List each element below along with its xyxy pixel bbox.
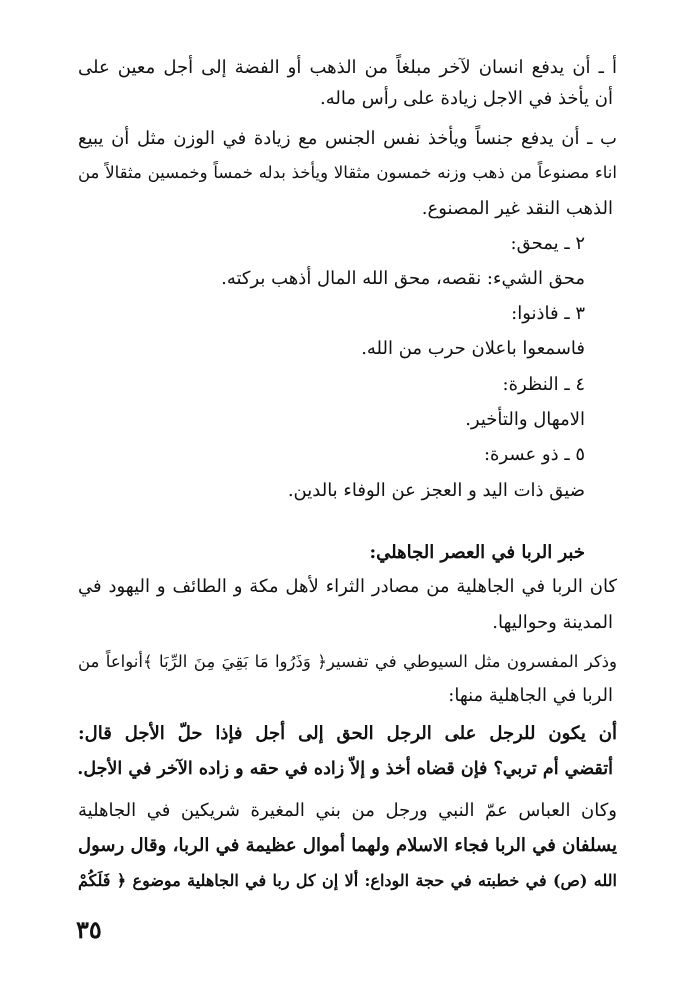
text-line: ٣ ـ فاذنوا: [511, 303, 585, 324]
text-line: وكان العباس عمّ النبي ورجل من بني المغيرة شريكين في الجاهلية [78, 800, 617, 821]
text-line: فاسمعوا باعلان حرب من الله. [361, 338, 585, 359]
text-line: يسلفان في الربا فجاء الاسلام ولهما أموال عظيمة في الربا، وقال رسول [78, 835, 617, 856]
text-line: محق الشيء: نقصه، محق الله المال أذهب بركته. [221, 268, 585, 289]
text-line: كان الربا في الجاهلية من مصادر الثراء لأهل مكة و الطائف و اليهود في [78, 576, 617, 597]
text-line: وذكر المفسرون مثل السيوطي في تفسير﴿ وَذَرُوا مَا بَقِيَ مِنَ الرِّبَا ﴾أنواعاً من [78, 652, 617, 671]
text-line: الربا في الجاهلية منها: [448, 685, 613, 706]
section-heading: خبر الربا في العصر الجاهلي: [369, 542, 585, 563]
text-line: الله (ص) في خطبته في حجة الوداع: ألا إن كل ربا في الجاهلية موضوع ﴿ فَلَكُمْ [78, 871, 617, 890]
text-line: ب ـ أن يدفع جنساً ويأخذ نفس الجنس مع زيادة في الوزن مثل أن يبيع [78, 128, 617, 149]
text-line: اناء مصنوعاً من ذهب وزنه خمسون مثقالا ويأخذ بدله خمساً وخمسين مثقالاً من [78, 163, 617, 182]
text-line: أن يكون للرجل على الرجل الحق إلى أجل فإذا حلّ الأجل قال: [78, 723, 617, 744]
text-line: ضيق ذات اليد و العجز عن الوفاء بالدين. [287, 480, 585, 501]
text-line: ٢ ـ يمحق: [510, 233, 585, 254]
text-line: المدينة وحواليها. [492, 612, 613, 633]
text-line: ٤ ـ النظرة: [502, 374, 585, 395]
text-line: الذهب النقد غير المصنوع. [421, 198, 613, 219]
page-number: ٣٥ [76, 915, 102, 944]
text-line: أن يأخذ في الاجل زيادة على رأس ماله. [320, 88, 613, 109]
text-line: الامهال والتأخير. [465, 409, 585, 430]
text-line: ٥ ـ ذو عسرة: [483, 444, 585, 465]
text-line: أتقضي أم تربي؟ فإن قضاه أخذ و إلاّ زاده في حقه و زاده الآخر في الأجل. [77, 759, 613, 779]
text-line: أ ـ أن يدفع انسان لآخر مبلغاً من الذهب أو الفضة إلى أجل معين على [78, 57, 617, 78]
